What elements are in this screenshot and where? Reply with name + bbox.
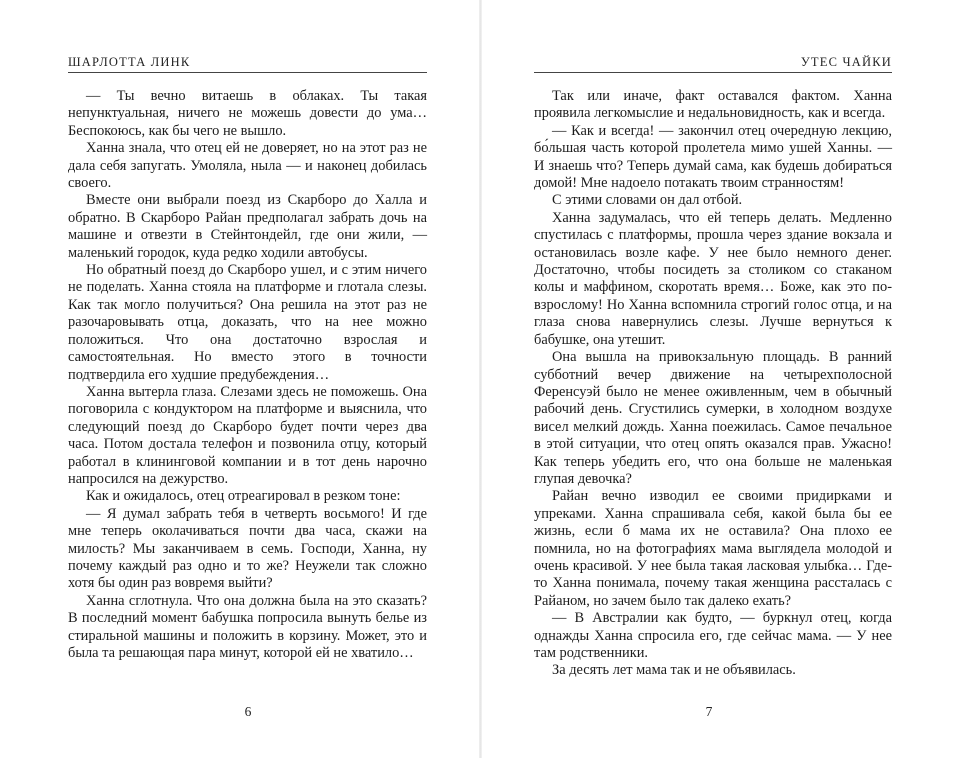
paragraph: Райан вечно изводил ее своими придирками и упреками. Ханна спрашивала себя, какой была бы ее жизнь, если б мама их не оставила? Она плохо ее помнила, но на фотографиях мама выглядела молодой и очень красивой. У нее была такая ласковая улыбка… Где-то Ханна понимала, почему такая женщина рассталась с Райаном, но зачем было так далеко ехать?	[534, 488, 892, 609]
body-text	[68, 88, 427, 662]
paragraph: Вместе они выбрали поезд из Скарборо до Халла и обратно. В Скарборо Райан предполагал забрать дочь на машине и отвезти в Стейнтондейл, где они жили, — маленький городок, куда редко ходили автобусы.	[68, 192, 427, 261]
paragraph: Она вышла на привокзальную площадь. В ранний субботний вечер движение на четырехполосной Ференсуэй было не менее оживленным, чем в обычный рабочий день. Сгустились сумерки, в холодном воздухе висел мелкий дождь. Ханна поежилась. Самое печальное в этой ситуации, что отец опять оказался прав. Ужасно! Как теперь убедить его, что она больше не маленькая глупая девочка?	[534, 349, 892, 487]
header-rule	[534, 72, 892, 73]
paragraph: Но обратный поезд до Скарборо ушел, и с этим ничего не поделать. Ханна стояла на платформе и глотала слезы. Как так могло получиться? Она решила на этот раз не разочаровывать отца, доказать, что на нее можно положиться. Что она достаточно взрослая и самостоятельная. Но вместо этого в точности подтвердила его худшие предубеждения…	[68, 262, 427, 383]
left-page	[0, 0, 481, 758]
paragraph: С этими словами он дал отбой.	[552, 192, 743, 209]
paragraph: Ханна вытерла глаза. Слезами здесь не поможешь. Она поговорила с кондуктором на платформе и выяснила, что следующий поезд до Скарборо будет почти через два часа. Потом достала телефон и позвонила отцу, который работал в клининговой компании и в тот день нарочно напросился на дежурство.	[68, 383, 427, 487]
paragraph: Так или иначе, факт оставался фактом. Ханна проявила легкомыслие и недальновидность, как и всегда.	[534, 88, 892, 122]
paragraph: За десять лет мама так и не объявилась.	[552, 662, 796, 679]
running-head-author: ШАРЛОТТА ЛИНК	[68, 55, 191, 69]
body-text	[534, 88, 892, 680]
paragraph: Ханна сглотнула. Что она должна была на это сказать? В последний момент бабушка попросила вынуть белье из стиральной машины и положить в корзину. Может, это и была та решающая пара минут, которой ей не хватило…	[68, 592, 427, 661]
right-page	[482, 0, 963, 758]
paragraph: — Как и всегда! — закончил отец очередную лекцию, бо́льшая часть которой пролетела мимо ушей Ханны. — И знаешь что? Теперь думай сама, как будешь добираться домой! Мне надоело потакать твоим странностям!	[534, 122, 892, 192]
paragraph: Ханна задумалась, что ей теперь делать. Медленно спустилась с платформы, прошла через здание вокзала и остановилась возле кафе. У нее было немного денег. Достаточно, чтобы посидеть за столиком со стаканом колы и маффином, скоротать время… Боже, как это по-взрослому! Но Ханна вспомнила строгий голос отца, и на глаза снова навернулись слезы. Лучше вернуться к бабушке, она утешит.	[534, 209, 892, 348]
paragraph: Ханна знала, что отец ей не доверяет, но на этот раз не дала себя запугать. Умоляла, ныла — и наконец добилась своего.	[68, 140, 427, 192]
paragraph: — Ты вечно витаешь в облаках. Ты такая непунктуальная, ничего не можешь довести до ума… Беспокоюсь, как бы чего не вышло.	[68, 88, 427, 139]
running-head-title: УТЕС ЧАЙКИ	[800, 55, 892, 69]
page-number: 7	[705, 704, 713, 719]
paragraph: — В Австралии как будто, — буркнул отец, когда однажды Ханна спросила его, где сейчас мама. — У нее там родственники.	[534, 610, 892, 661]
paragraph: — Я думал забрать тебя в четверть восьмого! И где мне теперь околачиваться почти два часа, скажи на милость? Мы заканчиваем в семь. Господи, Ханна, ну почему каждый раз одно и то же? Неужели так сложно хотя бы один раз вовремя выйти?	[68, 505, 427, 592]
paragraph: Как и ожидалось, отец отреагировал в резком тоне:	[86, 488, 401, 505]
header-rule	[68, 72, 427, 73]
page-number: 6	[244, 704, 252, 719]
